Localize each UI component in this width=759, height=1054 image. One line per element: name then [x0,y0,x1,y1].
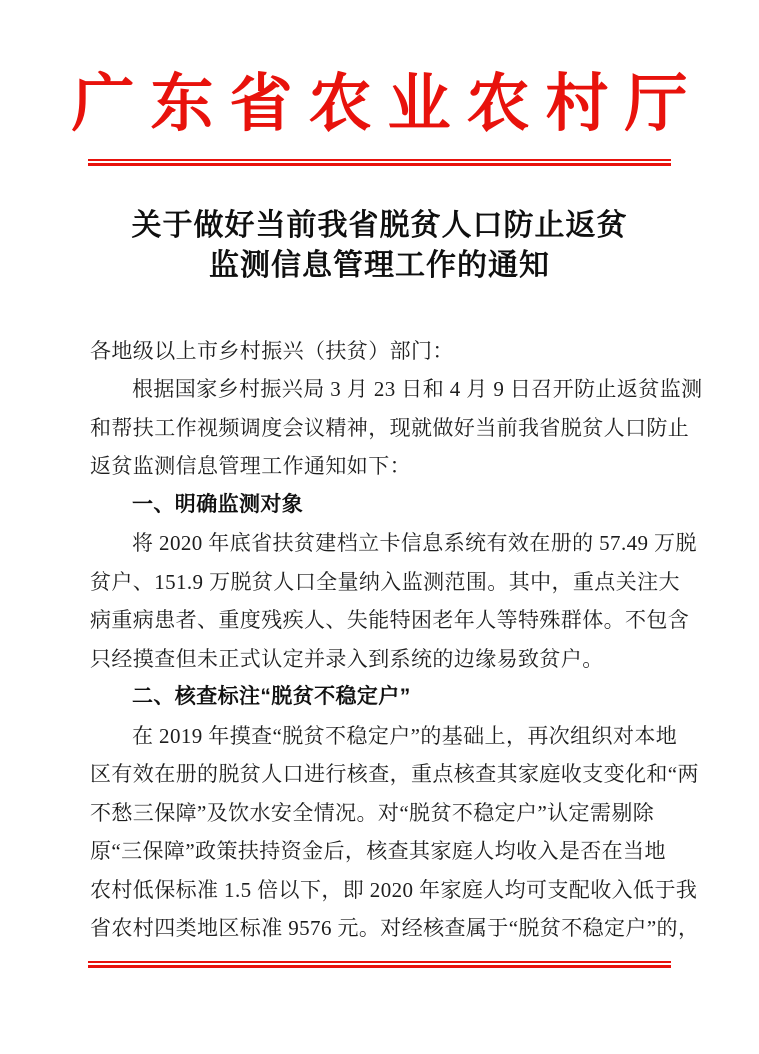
document-title-line-2: 监测信息管理工作的通知 [209,248,550,282]
document-title [0,206,759,286]
red-separator-bottom [88,961,671,968]
section-2-heading: 二、核查标注“脱贫不稳定户” [132,685,411,709]
section-2-paragraph-line: 不愁三保障”及饮水安全情况。对“脱贫不稳定户”认定需剔除 [90,800,655,825]
red-separator-top [88,159,671,166]
salutation: 各地级以上市乡村振兴（扶贫）部门： [90,338,454,363]
intro-paragraph-line: 和帮扶工作视频调度会议精神，现就做好当前我省脱贫人口防止 [90,415,690,440]
section-2-paragraph-line: 在 2019 年摸查“脱贫不稳定户”的基础上，再次组织对本地 [132,723,678,748]
section-2-paragraph-line: 原“三保障”政策扶持资金后，核查其家庭人均收入是否在当地 [90,839,666,864]
red-separator-bottom-thick-line [88,965,671,968]
document-body [90,332,703,948]
section-1-paragraph-line: 贫户、151.9 万脱贫人口全量纳入监测范围。其中，重点关注大 [90,569,680,594]
section-1-heading: 一、明确监测对象 [132,492,304,516]
agency-letterhead: 广东省农业农村厅 [71,69,704,139]
section-1-paragraph-line: 病重病患者、重度残疾人、失能特困老年人等特殊群体。不包含 [90,608,690,633]
red-separator-top-thick-line [88,163,671,166]
red-separator-top-thin-line [88,159,671,161]
document-title-line-1: 关于做好当前我省脱贫人口防止返贫 [131,208,628,242]
red-separator-bottom-thin-line [88,961,671,963]
section-2-paragraph-line: 区有效在册的脱贫人口进行核查，重点核查其家庭收支变化和“两 [90,762,699,787]
section-2-paragraph-line: 农村低保标准 1.5 倍以下，即 2020 年家庭人均可支配收入低于我 [90,877,698,902]
section-1-paragraph-line: 将 2020 年底省扶贫建档立卡信息系统有效在册的 57.49 万脱 [132,531,697,556]
intro-paragraph-line: 根据国家乡村振兴局 3 月 23 日和 4 月 9 日召开防止返贫监测 [132,377,703,402]
intro-paragraph-line: 返贫监测信息管理工作通知如下： [90,454,411,479]
section-2-paragraph-line: 省农村四类地区标准 9576 元。对经核查属于“脱贫不稳定户”的， [90,916,700,941]
section-1-paragraph-line: 只经摸查但未正式认定并录入到系统的边缘易致贫户。 [90,646,604,671]
